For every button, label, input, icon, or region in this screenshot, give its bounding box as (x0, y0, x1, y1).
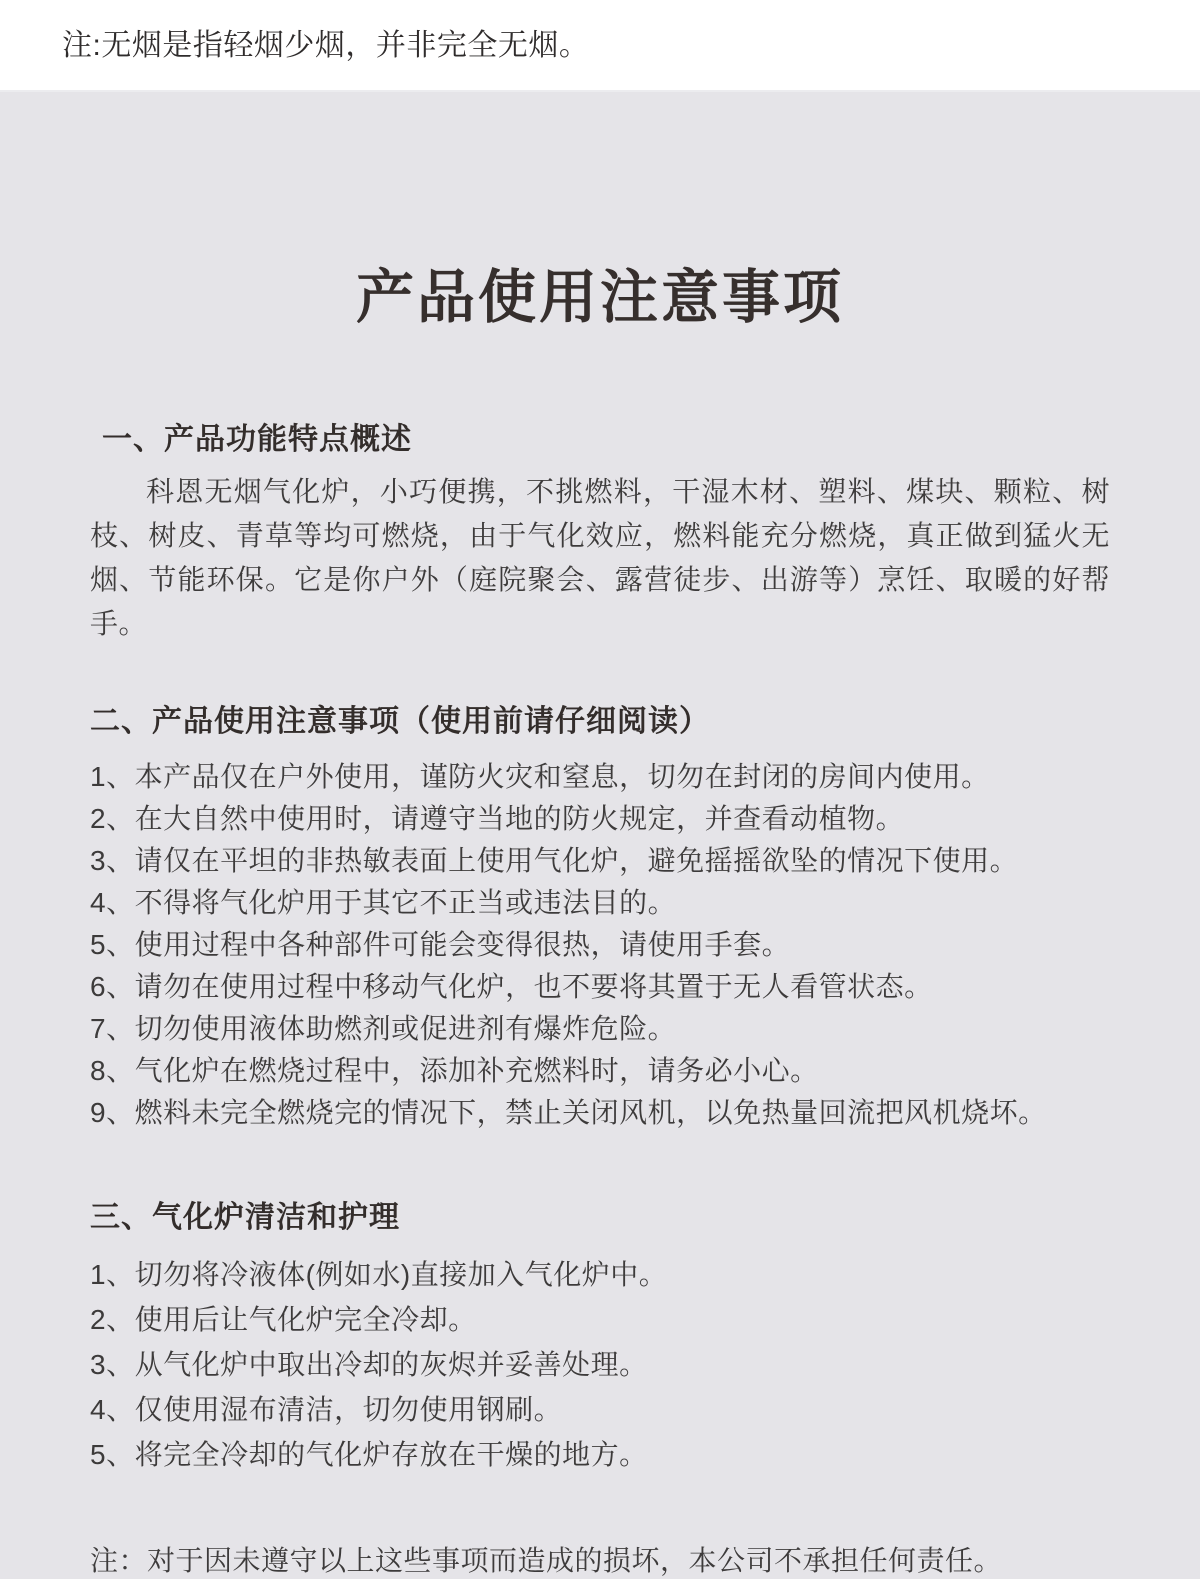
liability-note: 注：对于因未遵守以上这些事项而造成的损坏，本公司不承担任何责任。 (90, 1545, 1003, 1576)
list-item: 4、仅使用湿布清洁，切勿使用钢刷。 (90, 1394, 563, 1425)
section-1-heading: 一、产品功能特点概述 (102, 423, 412, 456)
smoke-disclaimer-note: 注:无烟是指轻烟少烟，并非完全无烟。 (62, 29, 590, 62)
list-item: 2、使用后让气化炉完全冷却。 (90, 1304, 477, 1335)
list-item: 3、请仅在平坦的非热敏表面上使用气化炉，避免摇摇欲坠的情况下使用。 (90, 845, 1019, 876)
precautions-panel (0, 90, 1200, 1579)
list-item: 2、在大自然中使用时，请遵守当地的防火规定，并查看动植物。 (90, 803, 905, 834)
list-item: 6、请勿在使用过程中移动气化炉，也不要将其置于无人看管状态。 (90, 971, 933, 1002)
section-3-list (90, 1252, 1110, 1477)
list-item: 5、将完全冷却的气化炉存放在干燥的地方。 (90, 1439, 648, 1470)
list-item: 5、使用过程中各种部件可能会变得很热，请使用手套。 (90, 929, 791, 960)
section-2-heading: 二、产品使用注意事项（使用前请仔细阅读） (90, 705, 710, 738)
list-item: 3、从气化炉中取出冷却的灰烬并妥善处理。 (90, 1349, 648, 1380)
list-item: 1、切勿将冷液体(例如水)直接加入气化炉中。 (90, 1259, 668, 1290)
section-2-list (90, 756, 1110, 1134)
content-area (90, 414, 1110, 1579)
section-3-heading: 三、气化炉清洁和护理 (90, 1201, 400, 1234)
list-item: 9、燃料未完全燃烧完的情况下，禁止关闭风机，以免热量回流把风机烧坏。 (90, 1097, 1047, 1128)
page-title: 产品使用注意事项 (355, 265, 844, 330)
list-item: 7、切勿使用液体助燃剂或促进剂有爆炸危险。 (90, 1013, 677, 1044)
list-item: 8、气化炉在燃烧过程中，添加补充燃料时，请务必小心。 (90, 1055, 819, 1086)
list-item: 1、本产品仅在户外使用，谨防火灾和窒息，切勿在封闭的房间内使用。 (90, 761, 990, 792)
top-strip (0, 0, 1200, 90)
list-item: 4、不得将气化炉用于其它不正当或违法目的。 (90, 887, 677, 918)
section-1-paragraph: 科恩无烟气化炉，小巧便携，不挑燃料，干湿木材、塑料、煤块、颗粒、树枝、树皮、青草等均可燃烧，由于气化效应，燃料能充分燃烧，真正做到猛火无烟、节能环保。它是你户外（庭院聚会、露营徒步、出游等）烹饪、取暖的好帮手。 (90, 476, 1110, 639)
